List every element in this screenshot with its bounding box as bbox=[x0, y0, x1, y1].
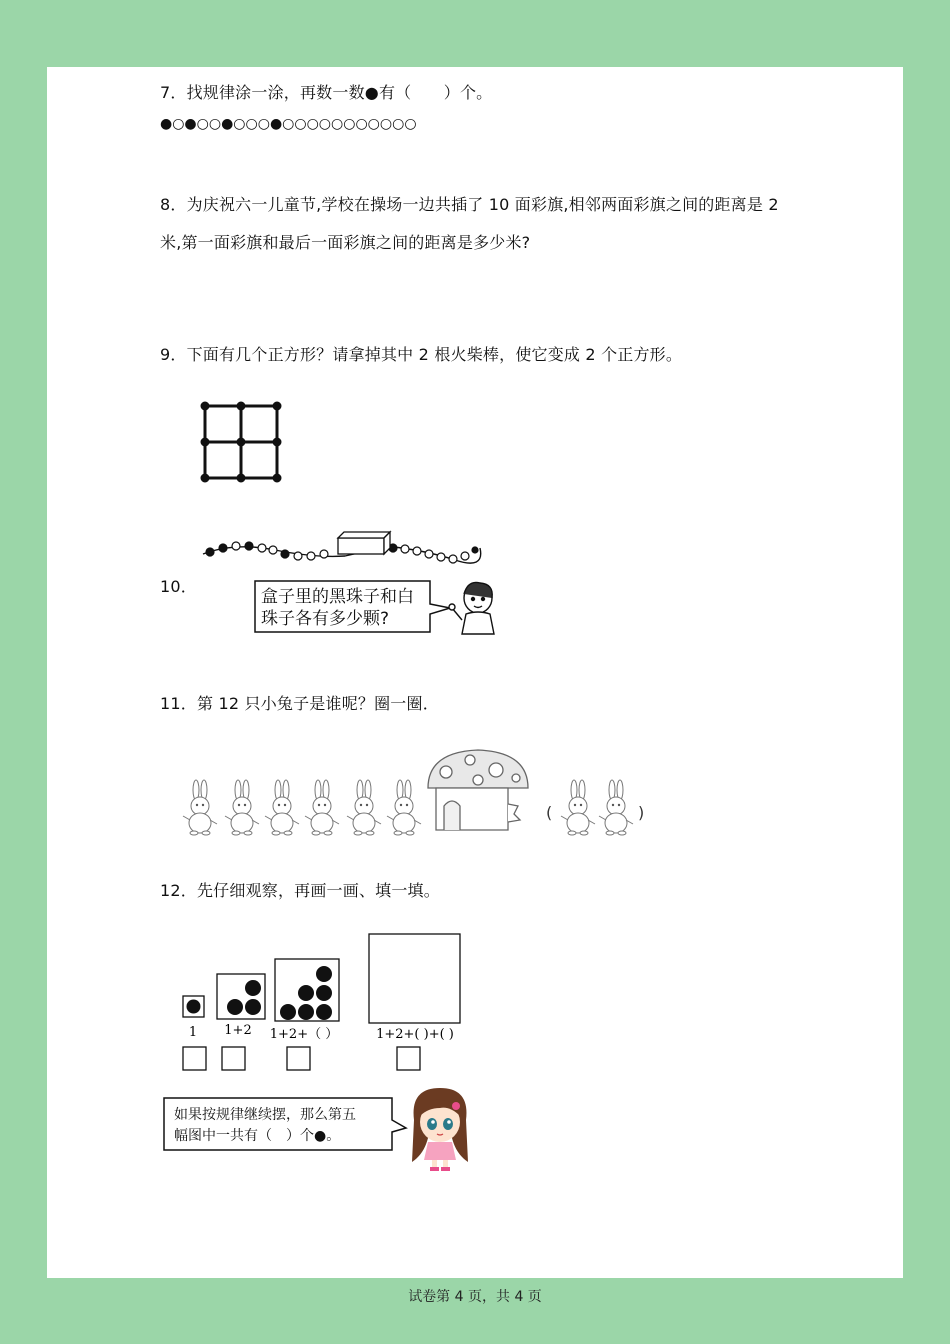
paren-close: ) bbox=[638, 803, 645, 822]
page-footer: 试卷第 4 页，共 4 页 bbox=[408, 1289, 542, 1305]
question-7-bead-pattern: ●○●○○●○○○●○○○○○○○○○○○ bbox=[160, 116, 417, 132]
question-7-text: 7．找规律涂一涂，再数一数●有（ ）个。 bbox=[160, 83, 493, 102]
figure-label-4: 1+2+( )+( ) bbox=[376, 1027, 454, 1042]
paren-open: ( bbox=[546, 803, 553, 822]
answer-box-4[interactable] bbox=[397, 1047, 420, 1070]
question-12-bubble-line-2: 幅图中一共有（ ）个●。 bbox=[174, 1128, 341, 1144]
question-12-bubble-line-1: 如果按规律继续摆，那么第五 bbox=[174, 1107, 356, 1123]
figure-label-1: 1 bbox=[188, 1025, 198, 1040]
question-10-number: 10． bbox=[160, 577, 197, 596]
dot-pattern-figure bbox=[175, 926, 475, 1082]
question-8-line-2: 米,第一面彩旗和最后一面彩旗之间的距离是多少米? bbox=[160, 233, 531, 252]
bead-string-with-box-figure bbox=[195, 528, 490, 568]
question-12-text: 12．先仔细观察，再画一画、填一填。 bbox=[160, 881, 440, 900]
answer-box-1[interactable] bbox=[183, 1047, 206, 1070]
question-11-text: 11．第 12 只小兔子是谁呢？圈一圈． bbox=[160, 694, 439, 713]
figure-label-2: 1+2 bbox=[224, 1023, 252, 1038]
question-10-bubble-line-2: 珠子各有多少颗? bbox=[261, 609, 390, 629]
question-10-bubble-line-1: 盒子里的黑珠子和白 bbox=[261, 587, 414, 607]
question-8-line-1: 8．为庆祝六一儿童节,学校在操场一边共插了 10 面彩旗,相邻两面彩旗之间的距离是 2 bbox=[160, 195, 779, 214]
answer-box-3[interactable] bbox=[287, 1047, 310, 1070]
question-12-speech-bubble bbox=[160, 1094, 410, 1156]
question-9-text: 9．下面有几个正方形？请拿掉其中 2 根火柴棒，使它变成 2 个正方形。 bbox=[160, 345, 683, 364]
boy-character-illustration bbox=[448, 578, 503, 640]
matchstick-grid-figure bbox=[195, 396, 290, 488]
rabbit-row-with-mushroom-house bbox=[178, 748, 658, 840]
answer-box-2[interactable] bbox=[222, 1047, 245, 1070]
girl-character-illustration bbox=[406, 1084, 474, 1172]
figure-label-3: 1+2+（ ） bbox=[269, 1027, 339, 1042]
